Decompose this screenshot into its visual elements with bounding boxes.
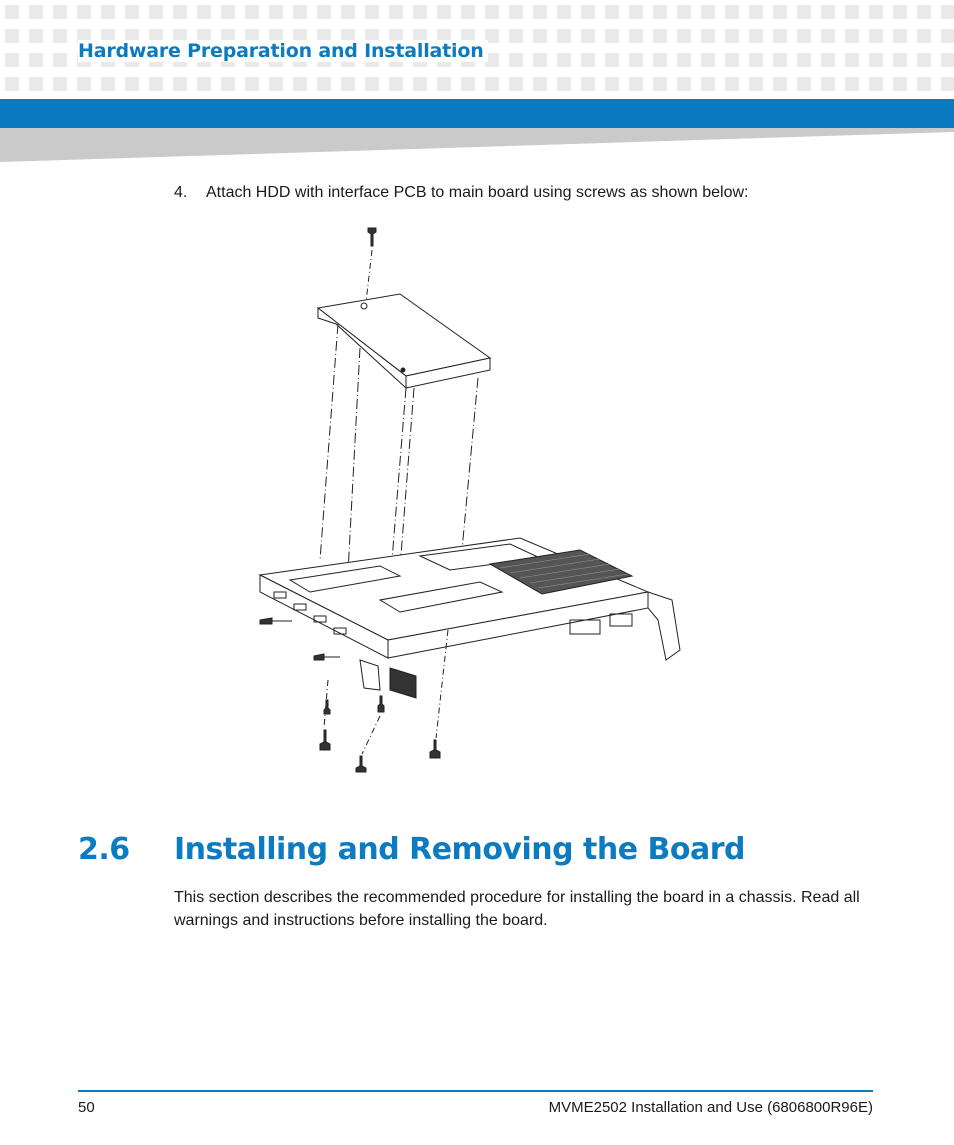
main-board (260, 538, 680, 698)
section-number: 2.6 (78, 832, 130, 867)
step-text: Attach HDD with interface PCB to main board using screws as shown below: (206, 184, 749, 201)
hdd-drive (318, 294, 490, 388)
section-body-paragraph: This section describes the recommended procedure for installing the board in a chassis. Read all warnings and instructions before installing the board. (174, 889, 860, 929)
bottom-screw-3-icon (356, 696, 384, 772)
footer-rule (78, 1090, 873, 1092)
hdd-assembly-figure (240, 220, 710, 780)
step-instruction (174, 184, 748, 202)
section-heading (78, 832, 745, 867)
side-screw-left-icon (260, 618, 292, 624)
step-number: 4. (174, 184, 188, 201)
page-number: 50 (78, 1099, 95, 1116)
footer-doc-title: MVME2502 Installation and Use (6806800R96E) (548, 1099, 873, 1116)
bottom-screw-1-icon (320, 680, 330, 750)
chapter-title: Hardware Preparation and Installation (78, 40, 488, 62)
section-title: Installing and Removing the Board (174, 832, 746, 867)
header-blue-band (0, 99, 954, 128)
top-screw-icon (368, 228, 376, 246)
header-gray-wedge (0, 128, 954, 164)
bottom-screw-2-icon (324, 700, 330, 714)
side-screw-left2-icon (314, 654, 340, 660)
